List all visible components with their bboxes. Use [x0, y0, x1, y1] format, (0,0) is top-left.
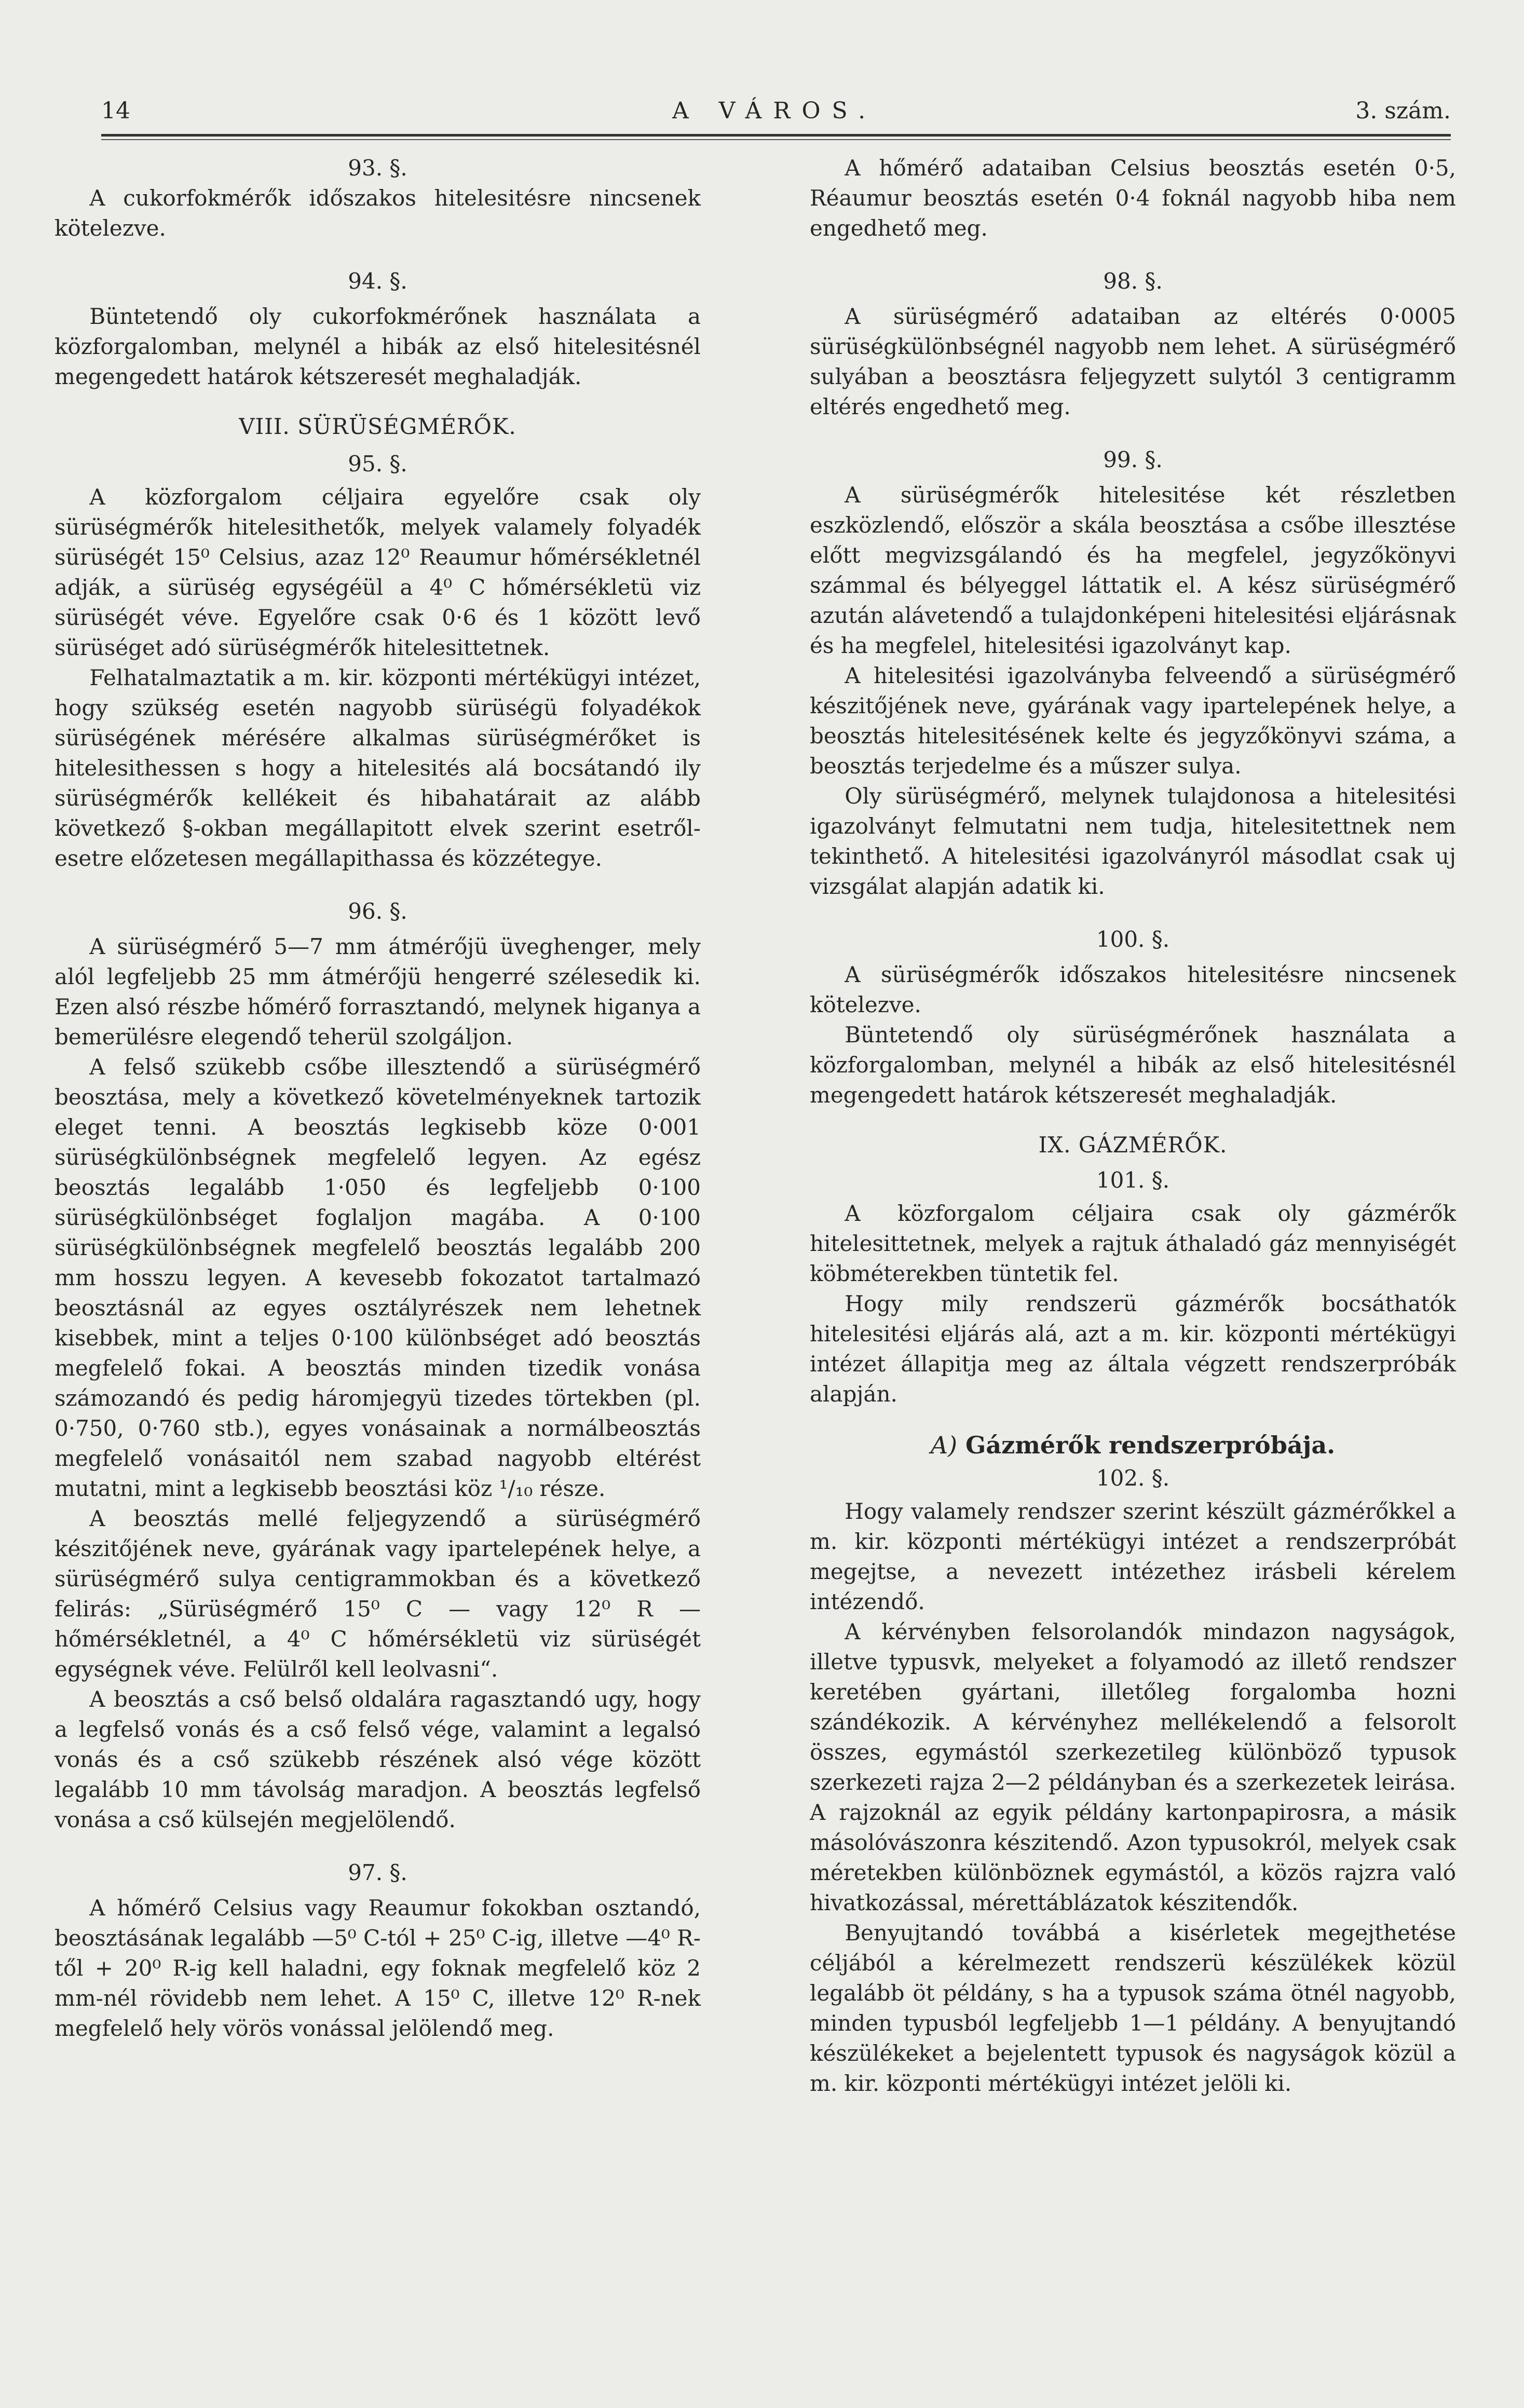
section-heading-98: 98. §. [1103, 268, 1163, 294]
section-heading-102: 102. §. [1096, 1465, 1170, 1491]
paragraph: A sürüségmérők időszakos hitelesitésre nincsenek kötelezve. [810, 962, 1456, 1017]
paragraph: Felhatalmaztatik a m. kir. központi mértékügyi intézet, hogy szükség esetén nagyobb sürüségü folyadékok sürüségének mérésére alkalmas sürüségmérőket is hitelesithessen s hogy a hitelesités alá bocsátandó ily sürüségmérők kellékeit és hibahatárait az alább következő §-okban megállapitott elvek szerint esetről-esetre előzetesen megállapithassa és közzétegye. [55, 665, 701, 871]
paragraph: A beosztás a cső belső oldalára ragasztandó ugy, hogy a legfelső vonás és a cső felső vége, valamint a legalsó vonás és a cső szükebb részének alsó vége között legalább 10 mm távolság maradjon. A beosztás legfelső vonása a cső külsején megjelölendő. [55, 1686, 701, 1832]
paragraph: A hőmérő Celsius vagy Reaumur fokokban osztandó, beosztásának legalább —5⁰ C-tól + 25⁰ C-ig, illetve —4⁰ R-től + 20⁰ R-ig kell haladni, egy foknak megfelelő köz 2 mm-nél rövidebb nem lehet. A 15⁰ C, illetve 12⁰ R-nek megfelelő hely vörös vonással jelölendő meg. [55, 1895, 701, 2041]
left-column [55, 153, 701, 2044]
paragraph: Büntetendő oly cukorfokmérőnek használata a közforgalomban, melynél a hibák az első hitelesitésnél megengedett határok kétszeresét meghaladják. [55, 304, 701, 389]
paragraph: A hitelesitési igazolványba felveendő a sürüségmérő készitőjének neve, gyárának vagy ipartelepének helye, a beosztás hitelesitésének kelte és jegyzőkönyvi száma, a beosztás terjedelme és a műszer sulya. [810, 663, 1456, 779]
section-heading-96: 96. §. [348, 899, 407, 924]
issue-number: 3. szám. [1355, 98, 1451, 124]
journal-title: A VÁROS. [672, 98, 877, 124]
paragraph: Büntetendő oly sürüségmérőnek használata a közforgalomban, melynél a hibák az első hitelesitésnél megengedett határok kétszeresét meghaladják. [810, 1022, 1456, 1108]
paragraph: A kérvényben felsorolandók mindazon nagyságok, illetve typusvk, melyeket a folyamodó az illető rendszer keretében gyártani, illetőleg forgalomba hozni szándékozik. A kérvényhez mellékelendő a felsorolt összes, egymástól szerkezetileg különböző typusok szerkezeti rajza 2—2 példányban és a szerkezetek leirása. A rajzoknál az egyik példány kartonpapirosra, a másik másolóvászonra készitendő. Azon typusokról, melyek csak méretekben különböznek egymástól, a közös rajzra való hivatkozással, mérettáblázatok készitendők. [810, 1619, 1456, 1915]
paragraph: Hogy mily rendszerü gázmérők bocsáthatók hitelesitési eljárás alá, azt a m. kir. központi mértékügyi intézet állapitja meg az általa végzett rendszerpróbák alapján. [810, 1291, 1456, 1407]
right-column [810, 153, 1456, 2099]
paragraph: A cukorfokmérők időszakos hitelesitésre nincsenek kötelezve. [55, 185, 701, 241]
section-heading-101: 101. §. [1096, 1167, 1170, 1193]
header-rule [101, 134, 1451, 137]
subheading-gas-meter-system-test [810, 1430, 1456, 1460]
paragraph: A sürüségmérők hitelesitése két részletben eszközlendő, először a skála beosztása a csőbe illesztése előtt megvizsgálandó és ha megfelel, jegyzőkönyvi számmal és bélyeggel láttatik el. A kész sürüségmérő azután alávetendő a tulajdonképeni hitelesitési eljárásnak és ha megfelel, hitelesitési igazolványt kap. [810, 482, 1456, 658]
section-heading-99: 99. §. [1103, 447, 1163, 472]
subheading-text: Gázmérők rendszerpróbája. [965, 1431, 1336, 1459]
paragraph: Hogy valamely rendszer szerint készült gázmérőkkel a m. kir. központi mértékügyi intézet a rendszerpróbát megejtse, a nevezett intézethez irásbeli kérelem intézendő. [810, 1499, 1456, 1614]
paragraph: A felső szükebb csőbe illesztendő a sürüségmérő beosztása, mely a következő követelményeknek tartozik eleget tenni. A beosztás legkisebb köze 0·001 sürüségkülönbségnek megfelelő legyen. Az egész beosztás legalább 1·050 és legfeljebb 0·100 sürüségkülönbséget foglaljon magába. A 0·100 sürüségkülönbségnek megfelelő beosztás legalább 200 mm hosszu legyen. A kevesebb fokozatot tartalmazó beosztásnál az egyes osztályrészek nem lehetnek kisebbek, mint a teljes 0·100 különbséget adó beosztás megfelelő fokai. A beosztás minden tizedik vonása számozandó és pedig háromjegyü tizedes törtekben (pl. 0·750, 0·760 stb.), egyes vonásainak a normálbeosztás megfelelő vonásaitól nem szabad nagyobb eltérést mutatni, mint a legkisebb beosztási köz ¹/₁₀ része. [55, 1054, 701, 1501]
section-heading-97: 97. §. [348, 1860, 407, 1885]
paragraph: Benyujtandó továbbá a kisérletek megejthetése céljából a kérelmezett rendszerü készülékek közül legalább öt példány, s ha a typusok száma ötnél nagyobb, minden typusból legfeljebb 1—1 példány. A benyujtandó készülékeket a bejelentett typusok és nagyságok közül a m. kir. központi mértékügyi intézet jelöli ki. [810, 1920, 1456, 2096]
page-number: 14 [101, 98, 130, 124]
subheading-prefix: A) [930, 1431, 958, 1459]
section-heading-95: 95. §. [348, 451, 407, 477]
running-header [101, 92, 1451, 139]
chapter-heading-viii: VIII. SÜRÜSÉGMÉRŐK. [239, 414, 516, 439]
section-heading-94: 94. §. [348, 268, 407, 294]
paragraph: A sürüségmérő adataiban az eltérés 0·0005 sürüségkülönbségnél nagyobb nem lehet. A sürüségmérő sulyában a beosztásra feljegyzett sulytól 3 centigramm eltérés engedhető meg. [810, 304, 1456, 419]
chapter-heading-ix: IX. GÁZMÉRŐK. [1038, 1132, 1228, 1158]
paragraph: A sürüségmérő 5—7 mm átmérőjü üveghenger, mely alól legfeljebb 25 mm átmérőjü hengerré szélesedik ki. Ezen alsó részbe hőmérő forrasztandó, melynek higanya a bemerülésre elegendő teherül szolgáljon. [55, 934, 701, 1050]
header-rule-thin [101, 139, 1451, 140]
section-heading-100: 100. §. [1096, 927, 1170, 952]
paragraph: A közforgalom céljaira csak oly gázmérők hitelesittetnek, melyek a rajtuk áthaladó gáz mennyiségét köbméterekben tüntetik fel. [810, 1201, 1456, 1286]
paragraph: A beosztás mellé feljegyzendő a sürüségmérő készitőjének neve, gyárának vagy ipartelepének helye, a sürüségmérő sulya centigrammokban és a következő felirás: „Sürüségmérő 15⁰ C — vagy 12⁰ R — hőmérsékletnél, a 4⁰ C hőmérsékletü viz sürüségét egységnek véve. Felülről kell leolvasni“. [55, 1506, 701, 1682]
paragraph: Oly sürüségmérő, melynek tulajdonosa a hitelesitési igazolványt felmutatni nem tudja, hitelesitettnek nem tekinthető. A hitelesitési igazolványról másodlat csak uj vizsgálat alapján adatik ki. [810, 783, 1456, 899]
paragraph: A közforgalom céljaira egyelőre csak oly sürüségmérők hitelesithetők, melyek valamely folyadék sürüségét 15⁰ Celsius, azaz 12⁰ Reaumur hőmérsékletnél adják, a sürüség egységéül a 4⁰ C hőmérsékletü viz sürüségét véve. Egyelőre csak 0·6 és 1 között levő sürüséget adó sürüségmérők hitelesittetnek. [55, 484, 701, 660]
paragraph: A hőmérő adataiban Celsius beosztás esetén 0·5, Réaumur beosztás esetén 0·4 foknál nagyobb hiba nem engedhető meg. [810, 155, 1456, 241]
section-heading-93: 93. §. [348, 155, 407, 181]
